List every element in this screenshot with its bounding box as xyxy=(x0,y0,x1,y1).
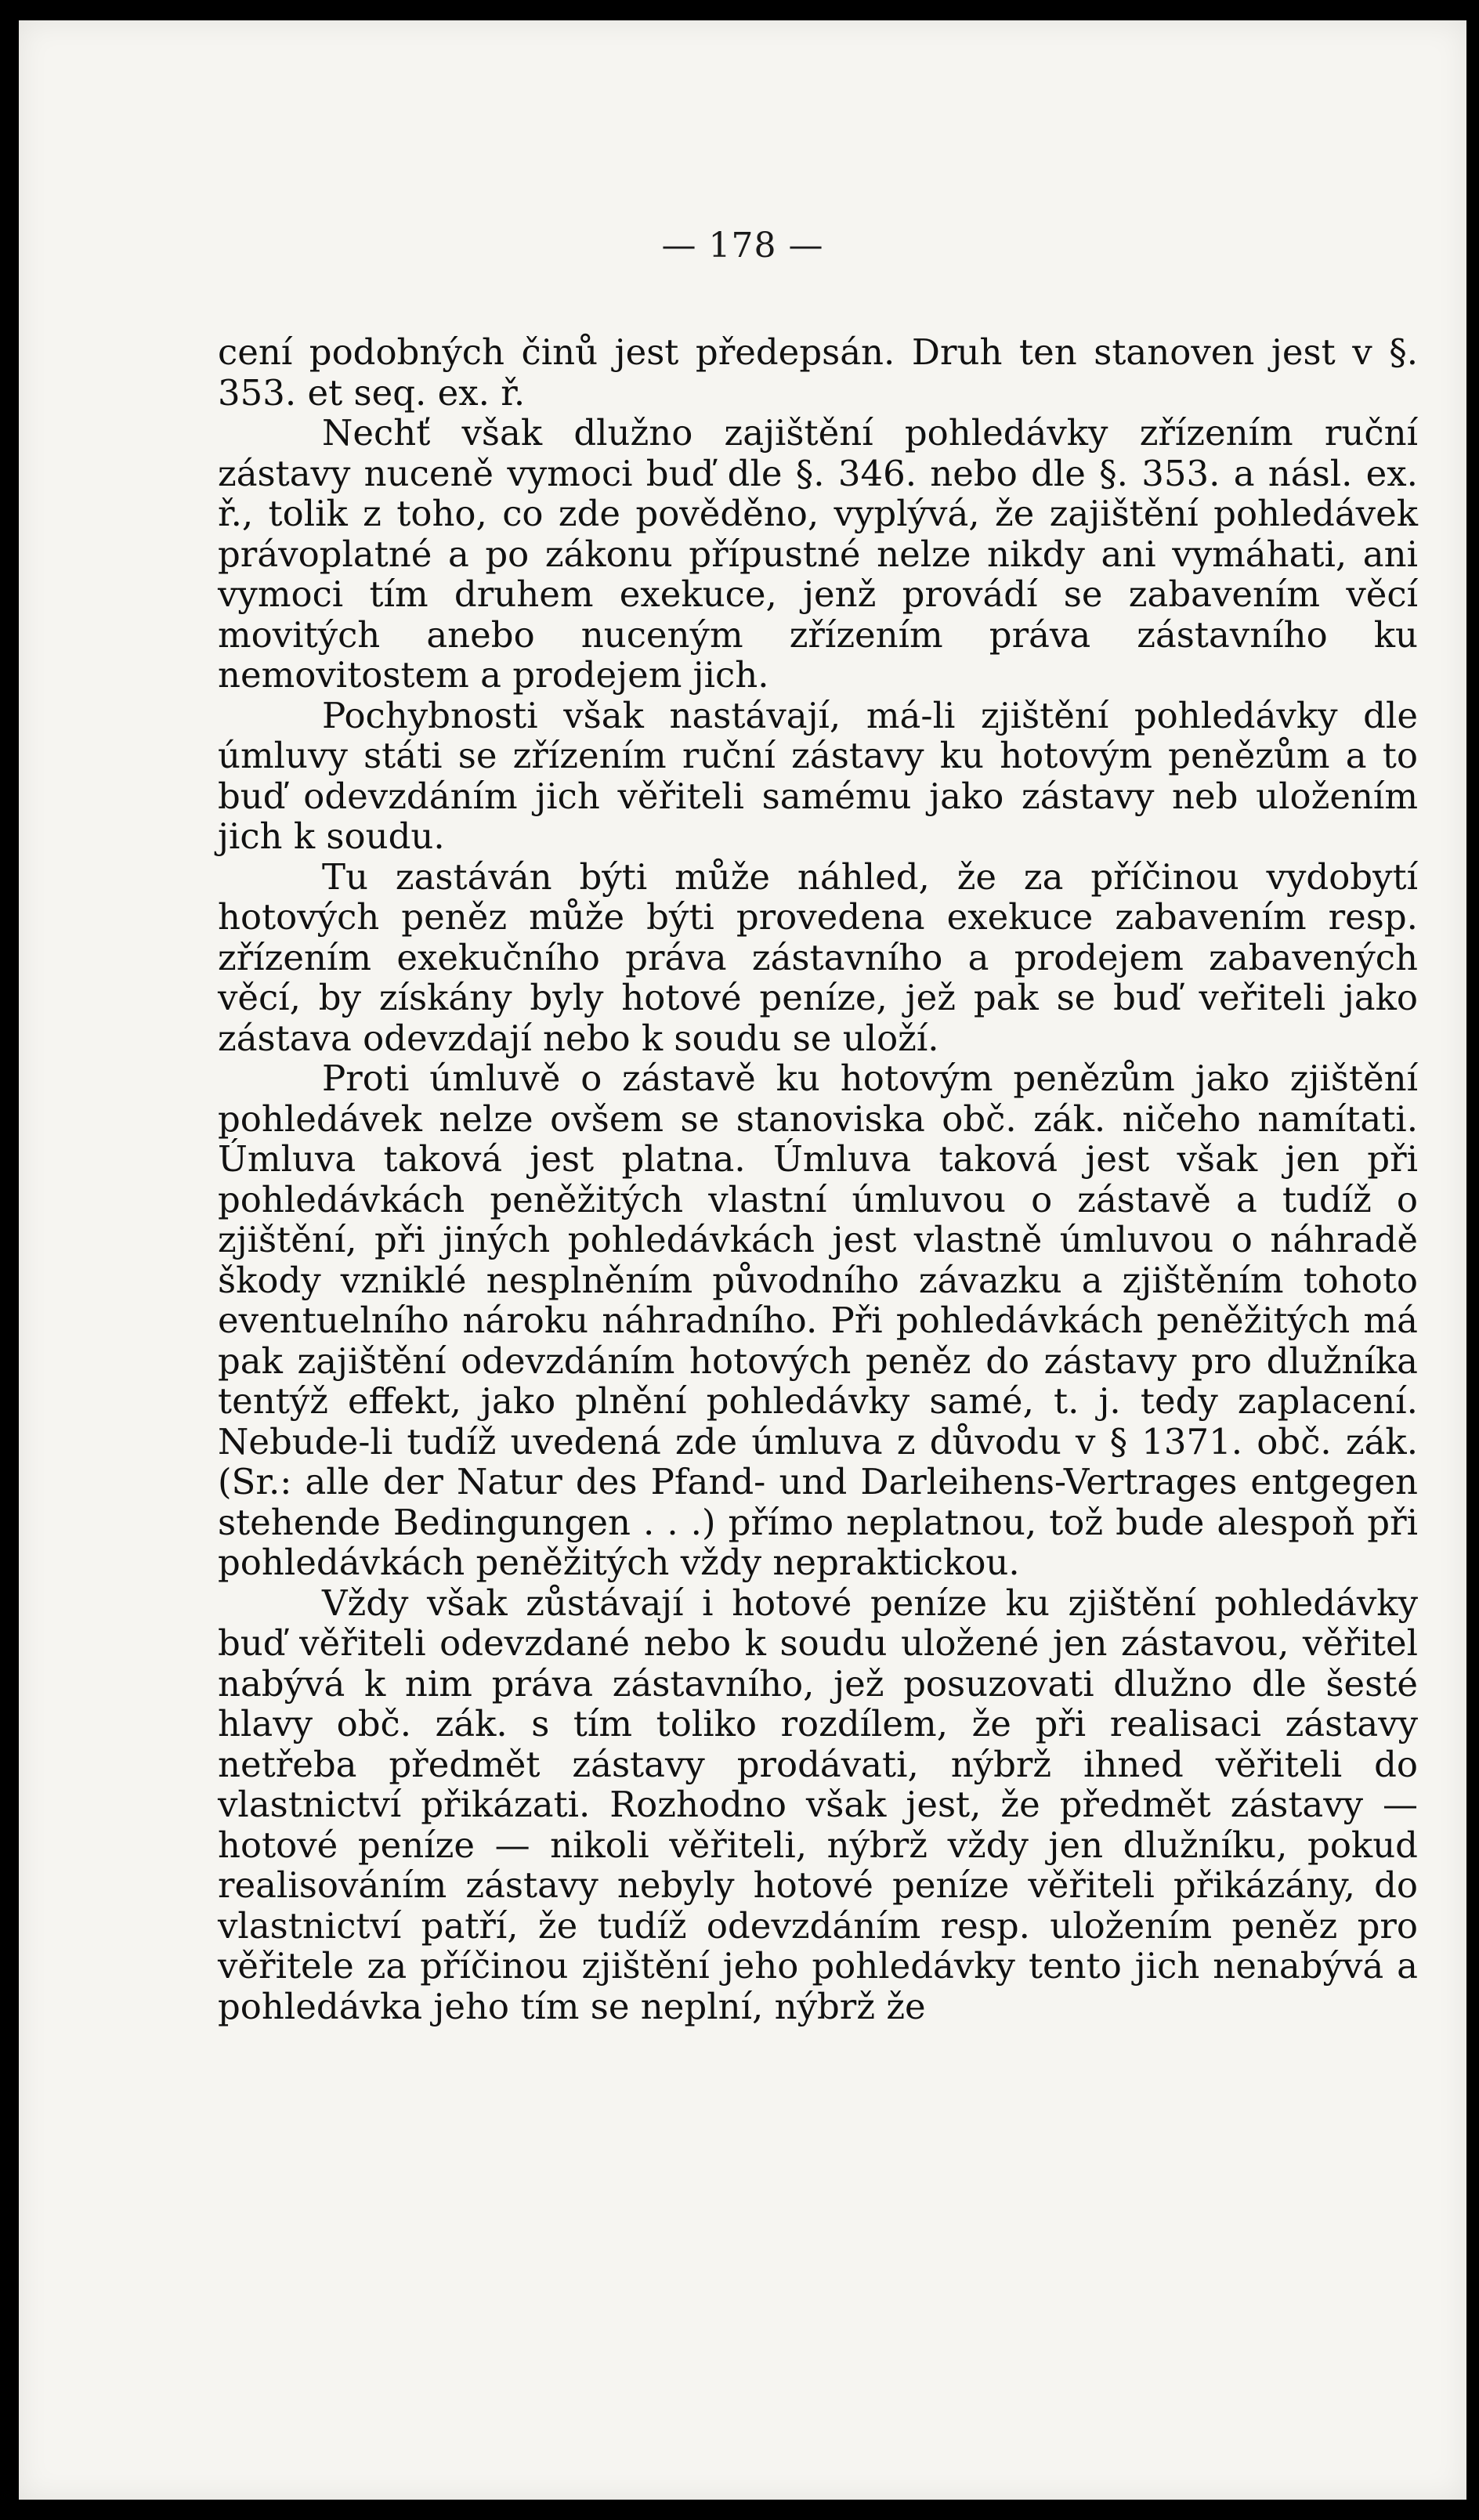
paragraph-3: Pochybnosti však nastávají, má-li zjištění pohledávky dle úmluvy státi se zřízením ruční zástavy ku hotovým penězům a to buď odevzdáním jich věřiteli samému jako zástavy neb uložením jich k soudu. xyxy=(218,694,1418,857)
book-page xyxy=(19,20,1466,2500)
paragraph-4: Tu zastáván býti může náhled, že za příčinou vydobytí hotových peněz může býti provedena exekuce zabavením resp. zřízením exekučního práva zástavního a prodejem zabavených věcí, by získány byly hotové peníze, jež pak se buď veřiteli jako zástava odevzdají nebo k soudu se uloží. xyxy=(218,855,1418,1059)
paragraph-2: Nechť však dlužno zajištění pohledávky zřízením ruční zástavy nuceně vymoci buď dle §. 346. nebo dle §. 353. a násl. ex. ř., tolik z toho, co zde pověděno, vyplývá, že zajištění pohledávek právoplatné a po zákonu přípustné nelze nikdy ani vymáhati, ani vymoci tím druhem exekuce, jenž provádí se zabavením věcí movitých anebo nuceným zřízením práva zástavního ku nemovitostem a prodejem jich. xyxy=(218,412,1418,696)
body-text xyxy=(218,332,1418,2026)
page-number: — 178 — xyxy=(661,226,824,266)
paragraph-1: cení podobných činů jest předepsán. Druh ten stanoven jest v §. 353. et seq. ex. ř. xyxy=(218,331,1418,414)
paragraph-6: Vždy však zůstávají i hotové peníze ku zjištění pohledávky buď věřiteli odevzdané nebo k soudu uložené jen zástavou, věřitel nabývá k nim práva zástavního, jež posuzovati dlužno dle šesté hlavy obč. zák. s tím toliko rozdílem, že při realisaci zástavy netřeba předmět zástavy prodávati, nýbrž ihned věřiteli do vlastnictví přikázati. Rozhodno však jest, že předmět zástavy — hotové peníze — nikoli věřiteli, nýbrž vždy jen dlužníku, pokud realisováním zástavy nebyly hotové peníze věřiteli přikázány, do vlastnictví patří, že tudíž odevzdáním resp. uložením peněz pro věřitele za příčinou zjištění jeho pohledávky tento jich nenabývá a pohledávka jeho tím se neplní, nýbrž že xyxy=(218,1582,1418,2027)
paragraph-5: Proti úmluvě o zástavě ku hotovým penězům jako zjištění pohledávek nelze ovšem se stanoviska obč. zák. ničeho namítati. Úmluva taková jest platna. Úmluva taková jest však jen při pohledávkách peněžitých vlastní úmluvou o zástavě a tudíž o zjištění, při jiných pohledávkách jest vlastně úmluvou o náhradě škody vzniklé nesplněním původního závazku a zjištěním tohoto eventuelního nároku náhradního. Při pohledávkách peněžitých má pak zajištění odevzdáním hotových peněz do zástavy pro dlužníka tentýž effekt, jako plnění pohledávky samé, t. j. tedy zaplacení. Nebude-li tudíž uvedená zde úmluva z důvodu v § 1371. obč. zák. (Sr.: alle der Natur des Pfand- und Darleihens-Vertrages entgegen stehende Bedingungen . . .) přímo neplatnou, tož bude alespoň při pohledávkách peněžitých vždy nepraktickou. xyxy=(218,1058,1418,1583)
